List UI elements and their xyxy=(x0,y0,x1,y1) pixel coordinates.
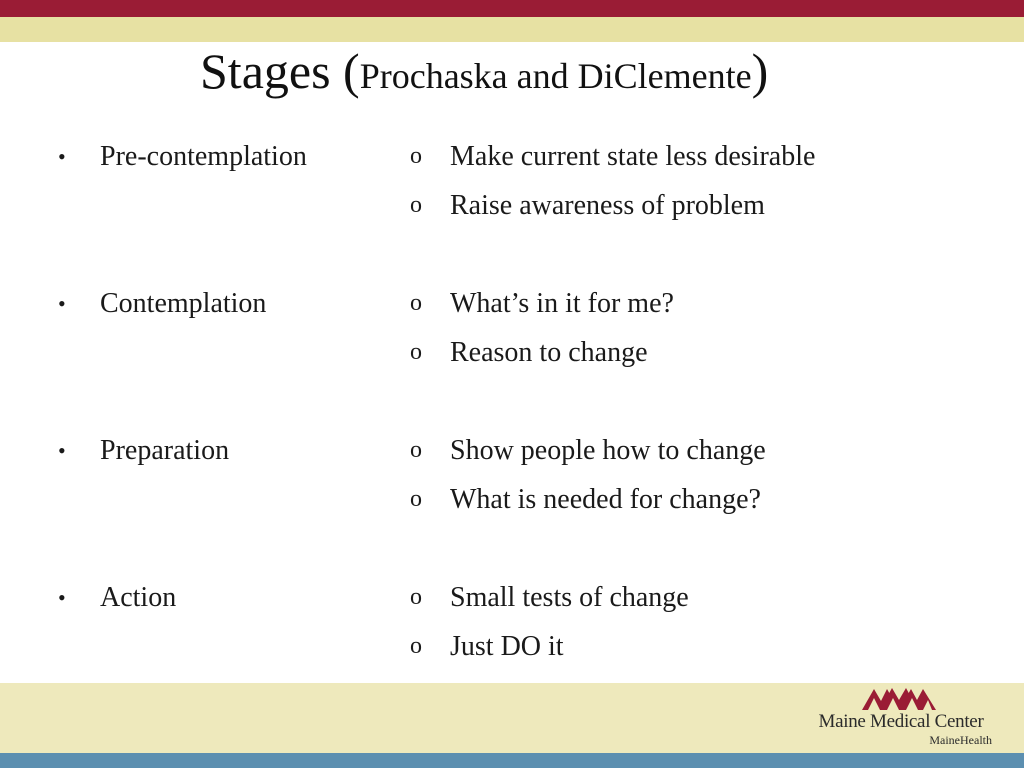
slide-title xyxy=(200,40,960,107)
stage-action: Make current state less desirable xyxy=(450,141,816,172)
sub-bullet-icon: o xyxy=(410,486,422,512)
sub-bullet-icon: o xyxy=(410,143,422,169)
stage-row xyxy=(0,132,1024,181)
org-subname: MaineHealth xyxy=(929,733,992,747)
title-sub: Prochaska and DiClemente xyxy=(359,56,752,96)
row-spacer xyxy=(0,524,1024,573)
stages-list xyxy=(0,132,1024,671)
stage-action: Show people how to change xyxy=(450,435,766,466)
stage-name: Preparation xyxy=(100,435,230,466)
sub-bullet-icon: o xyxy=(410,633,422,659)
stage-action: What is needed for change? xyxy=(450,484,761,515)
sub-bullet-icon: o xyxy=(410,290,422,316)
stage-row xyxy=(0,426,1024,475)
stage-action: What’s in it for me? xyxy=(450,288,674,319)
stage-action: Raise awareness of problem xyxy=(450,190,765,221)
stage-action-row xyxy=(0,622,1024,671)
title-main: Stages ( xyxy=(200,43,360,99)
maine-medical-center-logo xyxy=(800,686,1000,750)
sub-bullet-icon: o xyxy=(410,437,422,463)
sub-bullet-icon: o xyxy=(410,584,422,610)
title-close: ) xyxy=(751,43,769,99)
bullet-icon: • xyxy=(58,144,66,169)
sub-bullet-icon: o xyxy=(410,192,422,218)
row-spacer xyxy=(0,377,1024,426)
stage-action: Small tests of change xyxy=(450,582,689,613)
stage-action-row xyxy=(0,475,1024,524)
org-name: Maine Medical Center xyxy=(818,711,984,732)
sub-bullet-icon: o xyxy=(410,339,422,365)
stage-row xyxy=(0,573,1024,622)
top-accent-band xyxy=(0,0,1024,17)
top-cream-band xyxy=(0,17,1024,42)
stage-row xyxy=(0,279,1024,328)
row-spacer xyxy=(0,230,1024,279)
stage-action: Just DO it xyxy=(450,631,564,662)
stage-action-row xyxy=(0,181,1024,230)
stage-action-row xyxy=(0,328,1024,377)
mountain-peaks-logo-icon xyxy=(862,686,936,710)
footer-blue-band xyxy=(0,753,1024,768)
bullet-icon: • xyxy=(58,291,66,316)
stage-action: Reason to change xyxy=(450,337,648,368)
stage-name: Action xyxy=(100,582,177,613)
stage-name: Contemplation xyxy=(100,288,267,319)
bullet-icon: • xyxy=(58,438,66,463)
bullet-icon: • xyxy=(58,585,66,610)
stage-name: Pre-contemplation xyxy=(100,141,307,172)
